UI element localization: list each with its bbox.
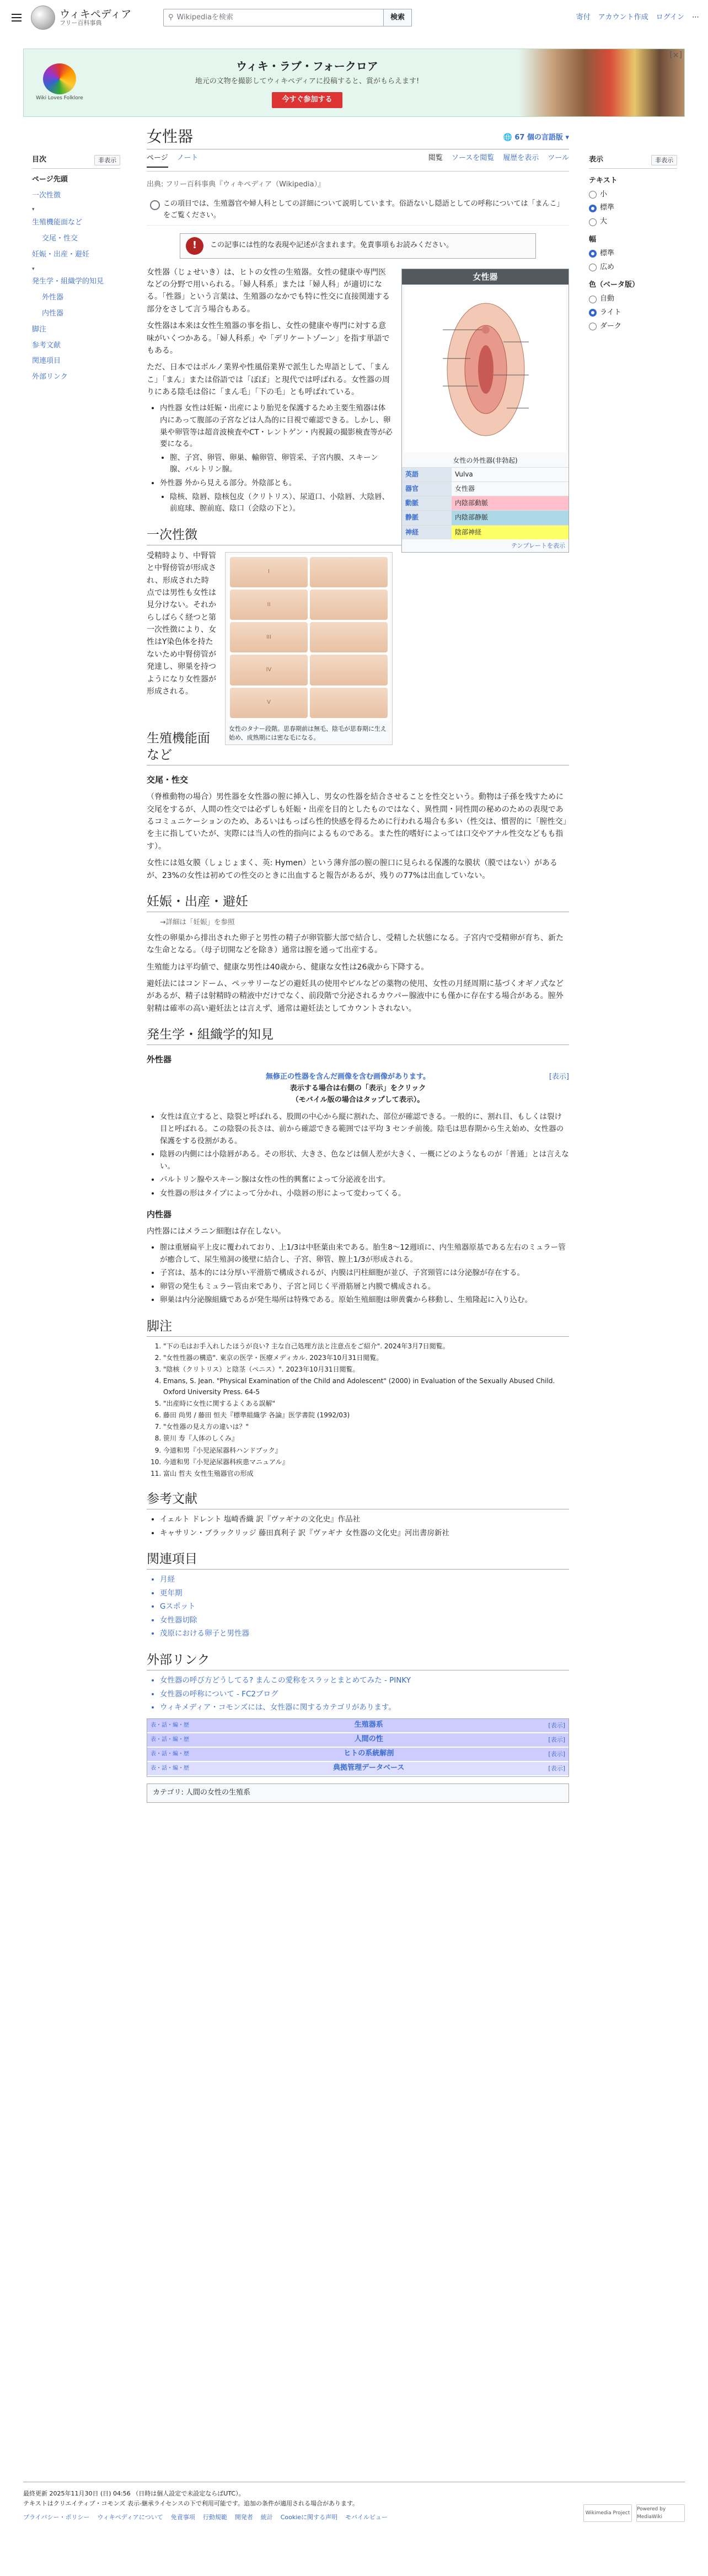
list-item: • 内性器 女性は妊娠・出産により胎児を保護するため主要生殖器は体内にあって腹部の子宮などは人為的に目視で確認できる。しかし、卵巣や卵管等は超音波検査やCT・レントゲン・内視鏡の撮影検査等が必要になる。: [160, 403, 569, 450]
section-notes: 脚注: [147, 1319, 569, 1337]
infobox-row: [402, 496, 568, 511]
campaign-banner: Wiki Loves Folklore ウィキ・ラブ・フォークロア 地元の文物を撮影してウィキペディアに投稿すると、賞がもらえます! 今すぐ参加する [×]: [23, 49, 685, 117]
radio-label: 大: [600, 217, 608, 226]
toc-item[interactable]: 外性器: [42, 293, 64, 302]
footnotes-list: [163, 1341, 569, 1479]
toc-item[interactable]: 交尾・性交: [42, 234, 78, 243]
list-item: • 膣、子宮、卵管、卵巣、輸卵管、卵管采、子宮内膜、スキーン腺、バルトリン腺。: [170, 452, 569, 476]
article-source-line: 出典: フリー百科事典『ウィキペディア（Wikipedia）』: [147, 180, 325, 189]
tanner-stages-image[interactable]: I II III IV V: [228, 555, 390, 720]
radio-button-icon[interactable]: [589, 309, 597, 317]
color-label: 色（ベータ版）: [589, 281, 640, 290]
pregnancy-paragraph-2: 生殖能力は平均値で、健康な男性は40歳から、健康な女性は26歳から下降する。: [147, 962, 429, 972]
footer-link[interactable]: 開発者: [234, 2514, 253, 2521]
tab-talk[interactable]: ノート: [176, 154, 199, 163]
page-title: 女性器: [147, 127, 194, 146]
radio-option-color_opts[interactable]: [589, 307, 677, 319]
navbox-row: [147, 1748, 568, 1762]
navbox-title[interactable]: ヒトの系統解剖: [344, 1749, 394, 1758]
text-size-label: テキスト: [589, 176, 618, 185]
tanner-stages-figure: [225, 552, 393, 745]
banner-join-button[interactable]: 今すぐ参加する: [272, 92, 342, 108]
radio-option-width_opts[interactable]: [589, 262, 677, 274]
footnote-item: 6. 藤田 尚男 / 藤田 恒夫『標準組織学 各論』医学書院 (1992/03): [163, 1410, 569, 1421]
appearance-title: 表示: [589, 156, 604, 164]
toc-hide-button[interactable]: 非表示: [94, 155, 120, 166]
content-notice: ! この記事には性的な表現や記述が含まれます。免責事項もお読みください。: [180, 233, 536, 259]
footer-link[interactable]: プライバシー・ポリシー: [23, 2514, 90, 2521]
footnote-item: 5. "出産時に女性に関するよくある誤解": [163, 1399, 569, 1409]
navbox-show-button[interactable]: [表示]: [548, 1750, 565, 1758]
primary-paragraph: 受精時より、中腎管と中腎傍管が形成され、形成された時点では男性も女性は見分けない。それからしばらく経つと第一次性徴により、女性はY染色体を持たないため中腎傍管が発達し、卵巣を持つようになり女性器が形成される。: [147, 551, 216, 697]
navbox: [147, 1718, 569, 1777]
external-link[interactable]: • ウィキメディア・コモンズには、女性器に関するカテゴリがあります。: [160, 1702, 569, 1714]
radio-label: 広め: [600, 263, 615, 271]
footer-link[interactable]: 免責事項: [170, 2514, 195, 2521]
subsection-coitus: 交尾・性交: [147, 775, 189, 785]
navbox-row: [147, 1719, 568, 1733]
navbox-show-button[interactable]: [表示]: [548, 1764, 565, 1772]
donate-link[interactable]: 寄付: [576, 13, 591, 22]
category-links[interactable]: カテゴリ: 人間の女性の生殖系: [147, 1784, 569, 1803]
list-item: • 外性器 外から見える部分。外陰部とも。: [160, 478, 569, 490]
footnote-item: 7. "女性器の見え方の違いは？": [163, 1422, 569, 1432]
list-item: • 陰唇の内側には小陰唇がある。その形状、大きさ、色などは個人差が大きく、一概にどのようなものが「普通」とは言えない。: [160, 1149, 569, 1172]
toc-item[interactable]: 脚注: [32, 325, 47, 334]
toc-item[interactable]: ページ先頭: [32, 175, 68, 184]
radio-label: 標準: [600, 249, 615, 258]
list-item: • 陰核、陰唇、陰核包皮（クリトリス）、尿道口、小陰唇、大陰唇、前庭球、膣前庭、陰口（会陰の下と）。: [170, 491, 569, 515]
infobox: [401, 269, 569, 553]
related-link[interactable]: • 女性器切除: [160, 1615, 569, 1627]
last-modified: 最終更新 2025年11月30日 (日) 04:56 （日時は個人設定で未設定ならばUTC）。: [23, 2490, 245, 2497]
related-link[interactable]: • 茂原における卵子と男性器: [160, 1628, 569, 1640]
toggle-chevron-icon[interactable]: ▾: [32, 266, 35, 272]
navbox-show-button[interactable]: [表示]: [548, 1736, 565, 1743]
radio-button-icon[interactable]: [589, 218, 597, 226]
radio-option-width_opts[interactable]: [589, 248, 677, 260]
wikipedia-globe-icon: [31, 6, 55, 30]
infobox-title: 女性器: [402, 269, 568, 285]
radio-label: ライト: [600, 308, 621, 317]
section-related: 関連項目: [147, 1551, 569, 1570]
infobox-row: [402, 481, 568, 496]
folklore-logo-icon: [43, 63, 76, 94]
toc-item[interactable]: 発生学・組織学的知見: [32, 277, 104, 286]
radio-button-icon[interactable]: [589, 323, 597, 330]
search-input[interactable]: ⚲ Wikipediaを検索: [163, 9, 384, 26]
list-item: • 卵管の発生もミュラー管由来であり、子宮と同じく平滑筋層と内膜で構成される。: [160, 1281, 569, 1293]
external-link[interactable]: • 女性器の呼称について - FC2ブログ: [160, 1689, 569, 1701]
external-link[interactable]: • 女性器の呼び方どうしてる? まんこの愛称をスラッとまとめてみた - PINKY: [160, 1675, 569, 1687]
toc-item[interactable]: 生殖機能面など: [32, 218, 83, 227]
footnote-item: 3. "陰核（クリトリス）と陰茎（ペニス）". 2023年10月31日閲覧。: [163, 1364, 569, 1375]
external-links-list: [160, 1675, 569, 1714]
infobox-caption: 女性の外性器(非勃起): [453, 456, 518, 464]
infobox-row: [402, 511, 568, 525]
infobox-key: 神経: [402, 525, 452, 539]
references-list: [160, 1514, 569, 1539]
navbox-row: [147, 1733, 568, 1748]
footer-link[interactable]: モバイルビュー: [345, 2514, 388, 2521]
reference-item: • キャサリン・ブラックリッジ 藤田真利子 訳『ヴァギナ 女性器の文化史』河出書房新社: [160, 1528, 569, 1540]
navbox-vte[interactable]: 表・話・編・歴: [151, 1736, 189, 1743]
translate-icon: 🌐: [503, 133, 515, 142]
section-development: 発生学・組織学的知見: [147, 1027, 569, 1045]
internal-organ-list: [160, 1242, 569, 1306]
navbox-vte[interactable]: 表・話・編・歴: [151, 1750, 189, 1757]
footnote-item: 11. 富山 哲夫 女性生殖器官の形成: [163, 1469, 569, 1479]
radio-button-icon[interactable]: [589, 250, 597, 258]
footnote-item: 2. "女性性器の構造". 東京の医学・医療メディカル. 2023年10月31日閲覧。: [163, 1353, 569, 1363]
wikimedia-badge[interactable]: Wikimedia Project: [583, 2504, 632, 2522]
language-button[interactable]: 🌐 67 個の言語版 ▾: [503, 133, 569, 142]
radio-label: 自動: [600, 294, 615, 303]
infobox-value: 陰部神経: [452, 525, 568, 539]
footer-link[interactable]: Cookieに関する声明: [280, 2514, 338, 2521]
related-list: [160, 1574, 569, 1640]
navbox-vte[interactable]: 表・話・編・歴: [151, 1722, 189, 1728]
page-footer: [23, 2482, 685, 2523]
radio-label: 標準: [600, 203, 615, 212]
banner-photo: [519, 49, 684, 116]
section-external-links: 外部リンク: [147, 1652, 569, 1670]
create-account-link[interactable]: アカウント作成: [598, 13, 648, 22]
pregnancy-paragraph-1: 女性の卵巣から排出された卵子と男性の精子が卵管膨大部で結合し、受精した状態になる。子宮内で受精卵が育ち、新たな生命となる。（母子切開などを除き）通常は膣を通って出産する。: [147, 933, 564, 955]
toc-title: 目次: [32, 156, 47, 164]
pregnancy-paragraph-3: 避妊法にはコンドーム、ペッサリーなどの避妊具の使用やピルなどの薬物の使用、女性の月経周期に基づくオギノ式などがあるが、精子は射精時の精液中だけでなく、前段階で分泌されるカウパー腺液中にも僅かに存在する場合がある。膣外射精は確率の高い避妊法とは言えず、通常は避妊法としてカウントされない。: [147, 979, 564, 1013]
section-references: 参考文献: [147, 1491, 569, 1509]
infobox-key: 英語: [402, 467, 452, 481]
license-text: テキストはクリエイティブ・コモンズ 表示-継承ライセンスの下で利用可能です。追加の条件が適用される場合があります。: [23, 2499, 359, 2507]
radio-button-icon[interactable]: [589, 296, 597, 303]
radio-label: ダーク: [600, 322, 622, 330]
show-images-button[interactable]: [表示]: [549, 1073, 569, 1081]
internal-intro: 内性器にはメラニン細胞は存在しない。: [147, 1227, 286, 1236]
list-item: • 膣は重層扁平上皮に覆われており、上1/3は中胚葉由来である。胎生8〜12週頃に、内生殖器原基である左右のミュラー管が癒合して、尿生殖洞の後壁に結合し、子宮、卵管、膣上1/3が形成される。: [160, 1242, 569, 1266]
list-item: • 子宮は、基本的には分厚い平滑筋で構成されるが、内膜は円柱細胞が並び、子宮頸管には分泌腺が存在する。: [160, 1267, 569, 1279]
radio-option-text_opts[interactable]: [589, 189, 677, 201]
infobox-key: 静脈: [402, 511, 452, 525]
navbox-row: [147, 1762, 568, 1776]
navbox-title[interactable]: 生殖器系: [354, 1721, 383, 1729]
article-content: [147, 127, 569, 1803]
navbox-vte[interactable]: 表・話・編・歴: [151, 1765, 189, 1771]
tab-history[interactable]: 履歴を表示: [503, 154, 539, 163]
toc-item[interactable]: 参考文献: [32, 341, 61, 350]
navbox-title[interactable]: 人間の性: [354, 1735, 383, 1744]
toc-item[interactable]: 外部リンク: [32, 373, 68, 382]
virgin-paragraph: 女性には処女膜（しょじょまく、英: Hymen）という薄弁部の膣の膣口に見られる保護的な膜状（膜ではない）があるが、23%の女性は初めての性交のときに出血すると報告があるが、残りの77%は出血していない。: [147, 859, 557, 880]
reference-item: • イェルト ドレント 塩崎香織 訳『ヴァギナの文化史』作品社: [160, 1514, 569, 1526]
infobox-value: 内陰部動脈: [452, 496, 568, 511]
banner-subtitle: 地元の文物を撮影してウィキペディアに投稿すると、賞がもらえます!: [195, 77, 420, 86]
search-icon: ⚲: [168, 13, 174, 22]
main-menu-icon[interactable]: [9, 10, 24, 25]
footnote-item: 9. 今道和男『小児泌尿器科ハンドブック』: [163, 1445, 569, 1456]
appearance-panel: [589, 154, 677, 335]
intro-paragraph-3: ただ、日本ではポルノ業界や性風俗業界で派生した卑語として、「まんこ」「まん」または俗語では「ぼぼ」と現代では呼ばれる。女性器の周りにある陰毛は俗に「まん毛」「下の毛」とも呼ばれている。: [147, 363, 390, 397]
infobox-anatomy-image[interactable]: [404, 287, 566, 452]
infobox-value: 女性器: [452, 481, 568, 496]
radio-option-text_opts[interactable]: [589, 202, 677, 214]
related-link[interactable]: • Gスポット: [160, 1601, 569, 1613]
section-primary: 一次性徴: [147, 527, 569, 545]
see-also-note: →詳細は「妊娠」を参照: [160, 917, 235, 926]
intro-paragraph-1: 女性器（じょせいき）は、ヒトの女性の生殖器。女性の健康や専門医などの分野で用いられる。「婦人科系」または「婦人科」が適切になる。「性器」という言葉は、生殖器のなかでも特に性交に直接関連する部分をさして言う場合もある。: [147, 267, 390, 314]
table-of-contents: [32, 154, 120, 385]
tab-read[interactable]: 閲覧: [428, 154, 443, 163]
width-label: 幅: [589, 235, 597, 244]
radio-button-icon[interactable]: [589, 191, 597, 199]
footer-link[interactable]: ウィキペディアについて: [97, 2514, 163, 2521]
tagline: フリー百科事典: [60, 19, 102, 27]
site-header: [0, 0, 708, 35]
mediawiki-badge[interactable]: Powered by MediaWiki: [636, 2504, 685, 2522]
template-link[interactable]: テンプレートを表示: [511, 542, 565, 549]
toc-item[interactable]: 妊娠・出産・避妊: [32, 250, 90, 259]
more-options-icon[interactable]: ⋯: [692, 13, 699, 22]
toggle-chevron-icon[interactable]: ▾: [32, 207, 35, 213]
toc-item[interactable]: 内性器: [42, 309, 64, 318]
tab-view-source[interactable]: ソースを閲覧: [451, 154, 495, 163]
radio-option-color_opts[interactable]: [589, 321, 677, 333]
footnote-item: 1. "下の毛はお手入れしたほうが良い? 主な自己処理方法と注意点をご紹介". 2024年3月7日閲覧。: [163, 1341, 569, 1352]
infobox-row: [402, 467, 568, 481]
infobox-value: 内陰部静脈: [452, 511, 568, 525]
radio-button-icon[interactable]: [589, 205, 597, 212]
infobox-value: Vulva: [452, 467, 568, 481]
radio-label: 小: [600, 190, 608, 199]
login-link[interactable]: ログイン: [656, 13, 684, 22]
intro-paragraph-2: 女性器は本来は女性生殖器の事を指し、女性の健康や専門に対する意味がいくつかある。「婦人科系」や「デリケートゾーン」を指す単語でもある。: [147, 322, 390, 355]
infobox-key: 器官: [402, 481, 452, 496]
tab-page[interactable]: ページ: [147, 153, 168, 168]
collapsed-image-notice: [表示] 無修正の性器を含んだ画像を含む画像があります。 表示する場合は右側の「表示」をクリック （モバイル版の場合はタップして表示）。: [265, 1073, 569, 1104]
list-item: • 卵巣は内分泌腺組織であるが発生場所は特殊である。原始生殖細胞は卵黄嚢から移動し、生殖隆起に入り込む。: [160, 1294, 569, 1306]
wordmark: ウィキペディア: [60, 8, 132, 20]
coitus-paragraph: （脊椎動物の場合）男性器を女性器の膣に挿入し、男女の性器を結合させることを性交という。動物は子孫を残すために交尾をするが、人間の性交では必ずしも妊娠・出産を目的としたものではなく、異性間・同性間の秘めのための表現であるコミュニケーションのため、あるいはもっぱら性的快感を得るために行われる場合も多い（性交は、慣習的に「膣性交」を主に指していたが、実際には当人の性的指向によるものである。また性的嗜好によっては口交やアナル性交などもも指す）。: [147, 792, 567, 851]
related-link[interactable]: • 月経: [160, 1574, 569, 1586]
list-item: • パルトリン腺やスキーン腺は女性の性的興奮によって分泌液を出す。: [160, 1174, 569, 1186]
warning-icon: !: [186, 237, 203, 255]
list-item: • 女性は直立すると、陰裂と呼ばれる、股間の中心から縦に割れた、部位が確認できる。一般的に、割れ目、もしくは裂け目と呼ばれる。この陰裂の長さは、前から確認できる範囲では平均 3 センチ前後。陰毛は思春期から生え始め、女性器の保護をする役割がある。: [160, 1111, 569, 1147]
footnote-item: 10. 今道和男『小児泌尿器科疾患マニュアル』: [163, 1457, 569, 1468]
radio-option-color_opts[interactable]: [589, 293, 677, 305]
external-organ-list: [160, 1111, 569, 1199]
subsection-external: 外性器: [147, 1054, 172, 1065]
navbox-show-button[interactable]: [表示]: [548, 1721, 565, 1729]
appearance-hide-button[interactable]: 非表示: [651, 155, 677, 166]
infobox-table: [402, 467, 568, 539]
banner-title: ウィキ・ラブ・フォークロア: [236, 60, 378, 73]
tanner-caption: 女性のタナー段階。思春期前は無毛、陰毛が思春期に生え始め、成熟期には密な毛になる。: [229, 725, 387, 741]
radio-option-text_opts[interactable]: [589, 216, 677, 228]
tab-tools[interactable]: ツール: [548, 154, 569, 163]
toc-item[interactable]: 関連項目: [32, 357, 61, 366]
banner-close-button[interactable]: [×]: [669, 51, 682, 60]
navbox-title[interactable]: 典拠管理データベース: [333, 1764, 405, 1772]
related-link[interactable]: • 更年期: [160, 1588, 569, 1600]
site-logo[interactable]: [31, 6, 147, 30]
footer-link[interactable]: 統計: [260, 2514, 273, 2521]
infobox-key: 動脈: [402, 496, 452, 511]
search-button[interactable]: 検索: [384, 9, 412, 26]
toc-item[interactable]: 一次性徴: [32, 191, 61, 200]
radio-button-icon[interactable]: [589, 264, 597, 271]
section-reproduction: 生殖機能面など: [147, 731, 569, 765]
hatnote: この項目では、生殖器官や婦人科としての詳細について説明しています。俗語ないし隠語としての呼称については「まんこ」をご覧ください。: [147, 195, 569, 226]
subsection-internal: 内性器: [147, 1209, 172, 1219]
footnote-item: 8. 笹川 寿『人体のしくみ』: [163, 1433, 569, 1444]
infobox-row: [402, 525, 568, 539]
footer-link[interactable]: 行動規範: [202, 2514, 227, 2521]
footnote-item: 4. Emans, S. Jean. "Physical Examination of the Child and Adolescent" (2000) in Evaluation of the Sexually Abused Child. Oxford University Press. 64-5: [163, 1376, 569, 1397]
list-item: • 女性器の形はタイプによって分かれ、小陰唇の形によって変わってくる。: [160, 1188, 569, 1200]
section-pregnancy: 妊娠・出産・避妊: [147, 894, 569, 912]
